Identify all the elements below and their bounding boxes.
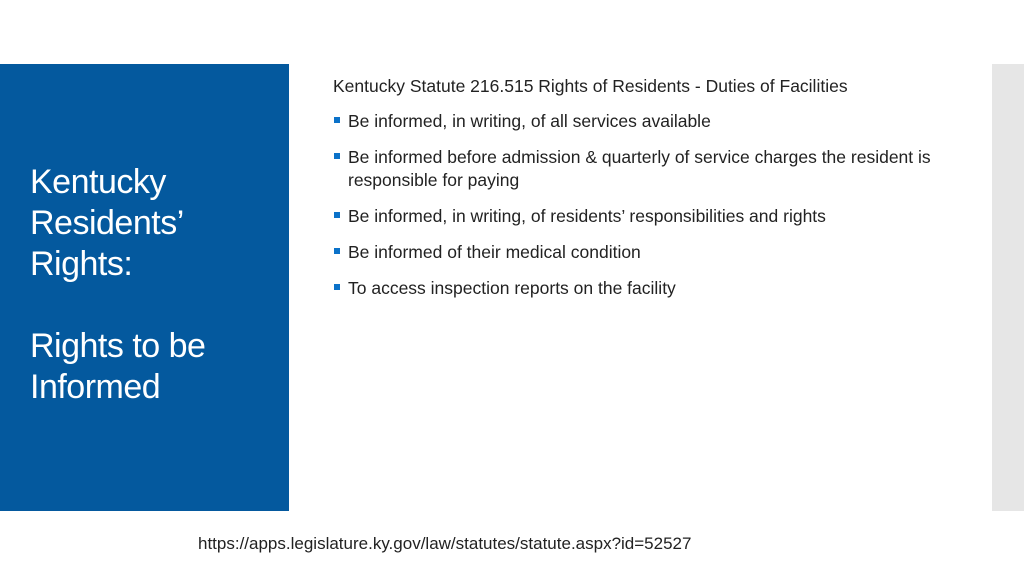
square-bullet-icon [334, 117, 340, 123]
title-spacer [30, 285, 280, 326]
list-item [333, 277, 933, 300]
list-item [333, 110, 933, 133]
square-bullet-icon [334, 153, 340, 159]
list-item-text: Be informed before admission & quarterly of service charges the resident is responsible for paying [348, 147, 931, 190]
rights-list [333, 110, 933, 300]
list-item [333, 146, 933, 192]
slide-title [30, 162, 280, 408]
title-line-2: Residents’ [30, 204, 184, 242]
content-area [333, 75, 933, 313]
title-line-1: Kentucky [30, 163, 166, 201]
source-link[interactable]: https://apps.legislature.ky.gov/law/statutes/statute.aspx?id=52527 [198, 534, 692, 553]
square-bullet-icon [334, 248, 340, 254]
list-item-text: Be informed of their medical condition [348, 242, 641, 262]
list-item-text: To access inspection reports on the facility [348, 278, 676, 298]
list-item-text: Be informed, in writing, of all services available [348, 111, 711, 131]
title-line-3: Rights: [30, 245, 133, 283]
square-bullet-icon [334, 284, 340, 290]
list-item [333, 205, 933, 228]
list-item-text: Be informed, in writing, of residents’ responsibilities and rights [348, 206, 826, 226]
side-scroll-strip [992, 64, 1024, 511]
list-item [333, 241, 933, 264]
statute-heading: Kentucky Statute 216.515 Rights of Residents - Duties of Facilities [333, 76, 848, 96]
square-bullet-icon [334, 212, 340, 218]
subtitle-line-1: Rights to be [30, 327, 206, 365]
subtitle-line-2: Informed [30, 368, 161, 406]
